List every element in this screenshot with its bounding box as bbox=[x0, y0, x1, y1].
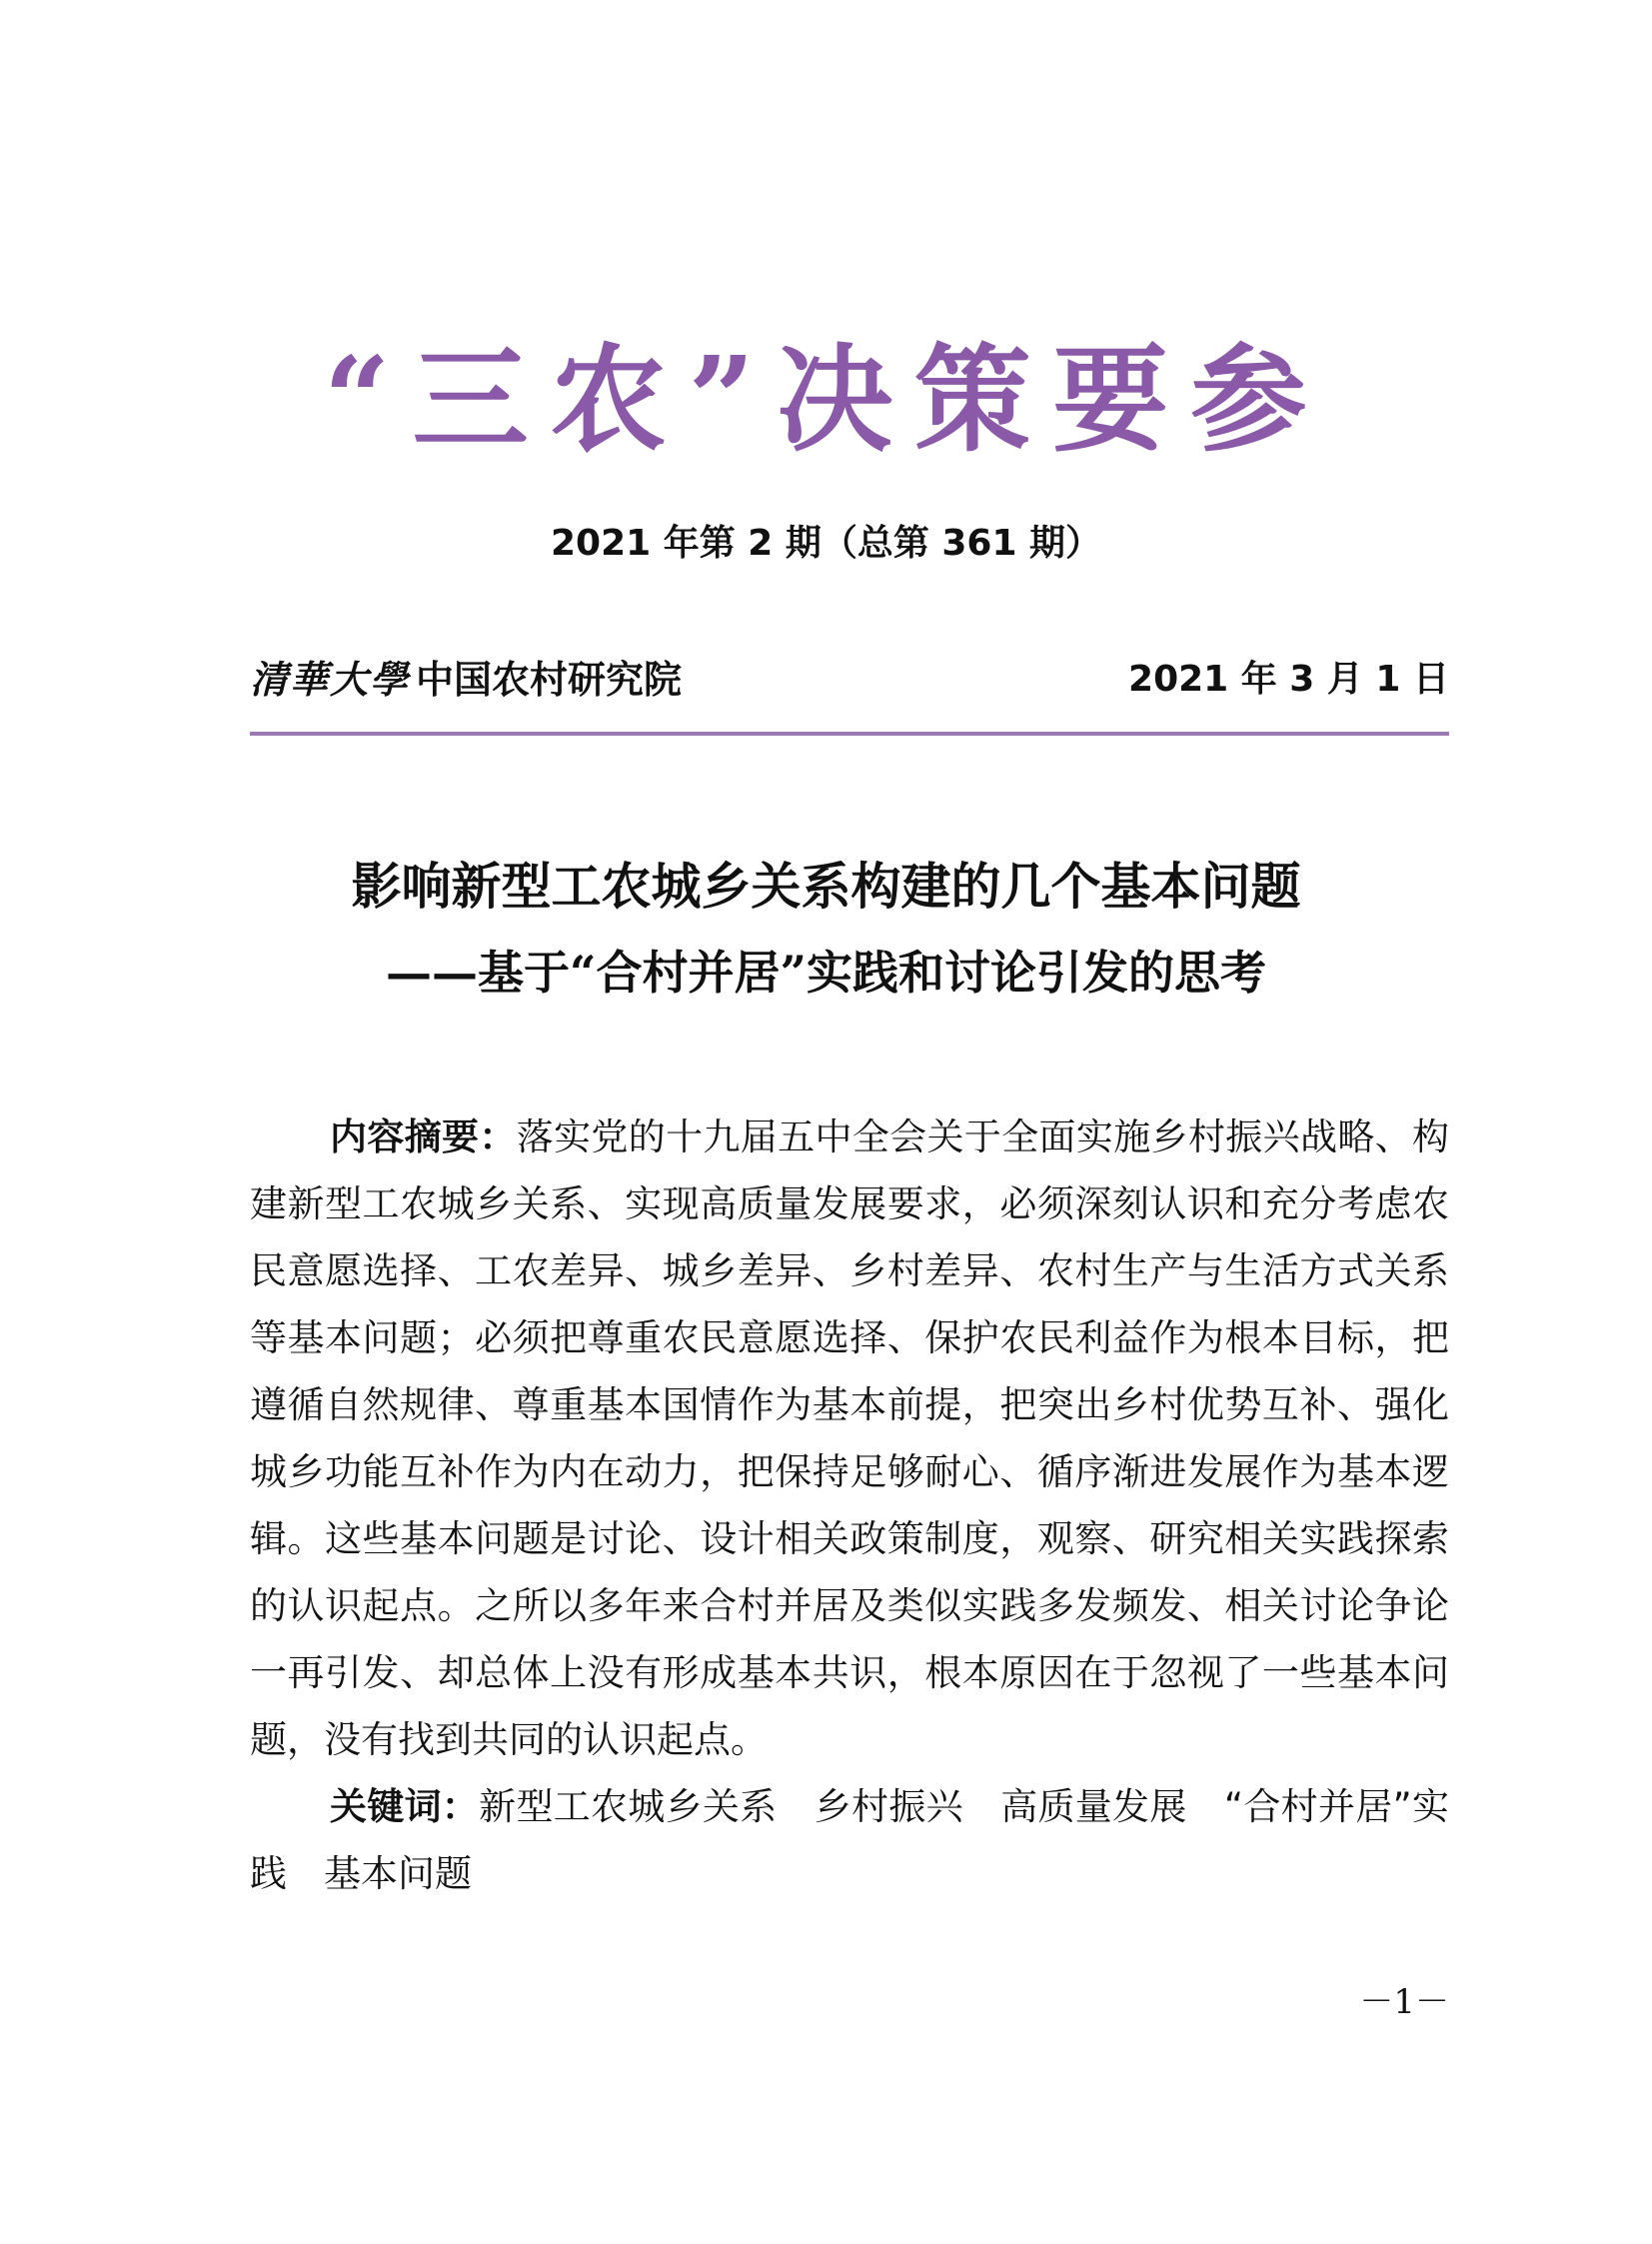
abstract-text: 落实党的十九届五中全会关于全面实施乡村振兴战略、构建新型工农城乡关系、实现高质量发展要求，必须深刻认识和充分考虑农民意愿选择、工农差异、城乡差异、乡村差异、农村生产与生活方式关系等基本问题；必须把尊重农民意愿选择、保护农民利益作为根本目标，把遵循自然规律、尊重基本国情作为基本前提，把突出乡村优势互补、强化城乡功能互补作为内在动力，把保持足够耐心、循序渐进发展作为基本逻辑。这些基本问题是讨论、设计相关政策制度，观察、研究相关实践探索的认识起点。之所以多年来合村并居及类似实践多发频发、相关讨论争论一再引发、却总体上没有形成基本共识，根本原因在于忽视了一些基本问题，没有找到共同的认识起点。 bbox=[250, 1116, 1450, 1761]
issue-date: 2021 年 3 月 1 日 bbox=[1128, 659, 1449, 700]
article-subtitle: ——基于“合村并居”实践和讨论引发的思考 bbox=[386, 946, 1266, 1000]
keywords-paragraph bbox=[250, 1773, 1449, 1907]
header-divider bbox=[250, 732, 1449, 736]
keywords-label: 关键词： bbox=[330, 1785, 480, 1828]
abstract-label: 内容摘要： bbox=[330, 1116, 517, 1158]
abstract-paragraph bbox=[250, 1104, 1449, 1773]
issue-line: 2021 年第 2 期（总第 361 期） bbox=[550, 523, 1102, 564]
university-logo: 清華大學 bbox=[250, 657, 411, 702]
article-title: 影响新型工农城乡关系构建的几个基本问题 bbox=[351, 857, 1301, 916]
institute-name: 中国农村研究院 bbox=[416, 657, 683, 702]
page-number: －1－ bbox=[1359, 1982, 1449, 2022]
masthead-title: “三农”决策要参 bbox=[323, 332, 1329, 468]
institution-row bbox=[250, 654, 1449, 706]
keywords-text: 新型工农城乡关系 乡村振兴 高质量发展 “合村并居”实践 基本问题 bbox=[250, 1785, 1449, 1895]
